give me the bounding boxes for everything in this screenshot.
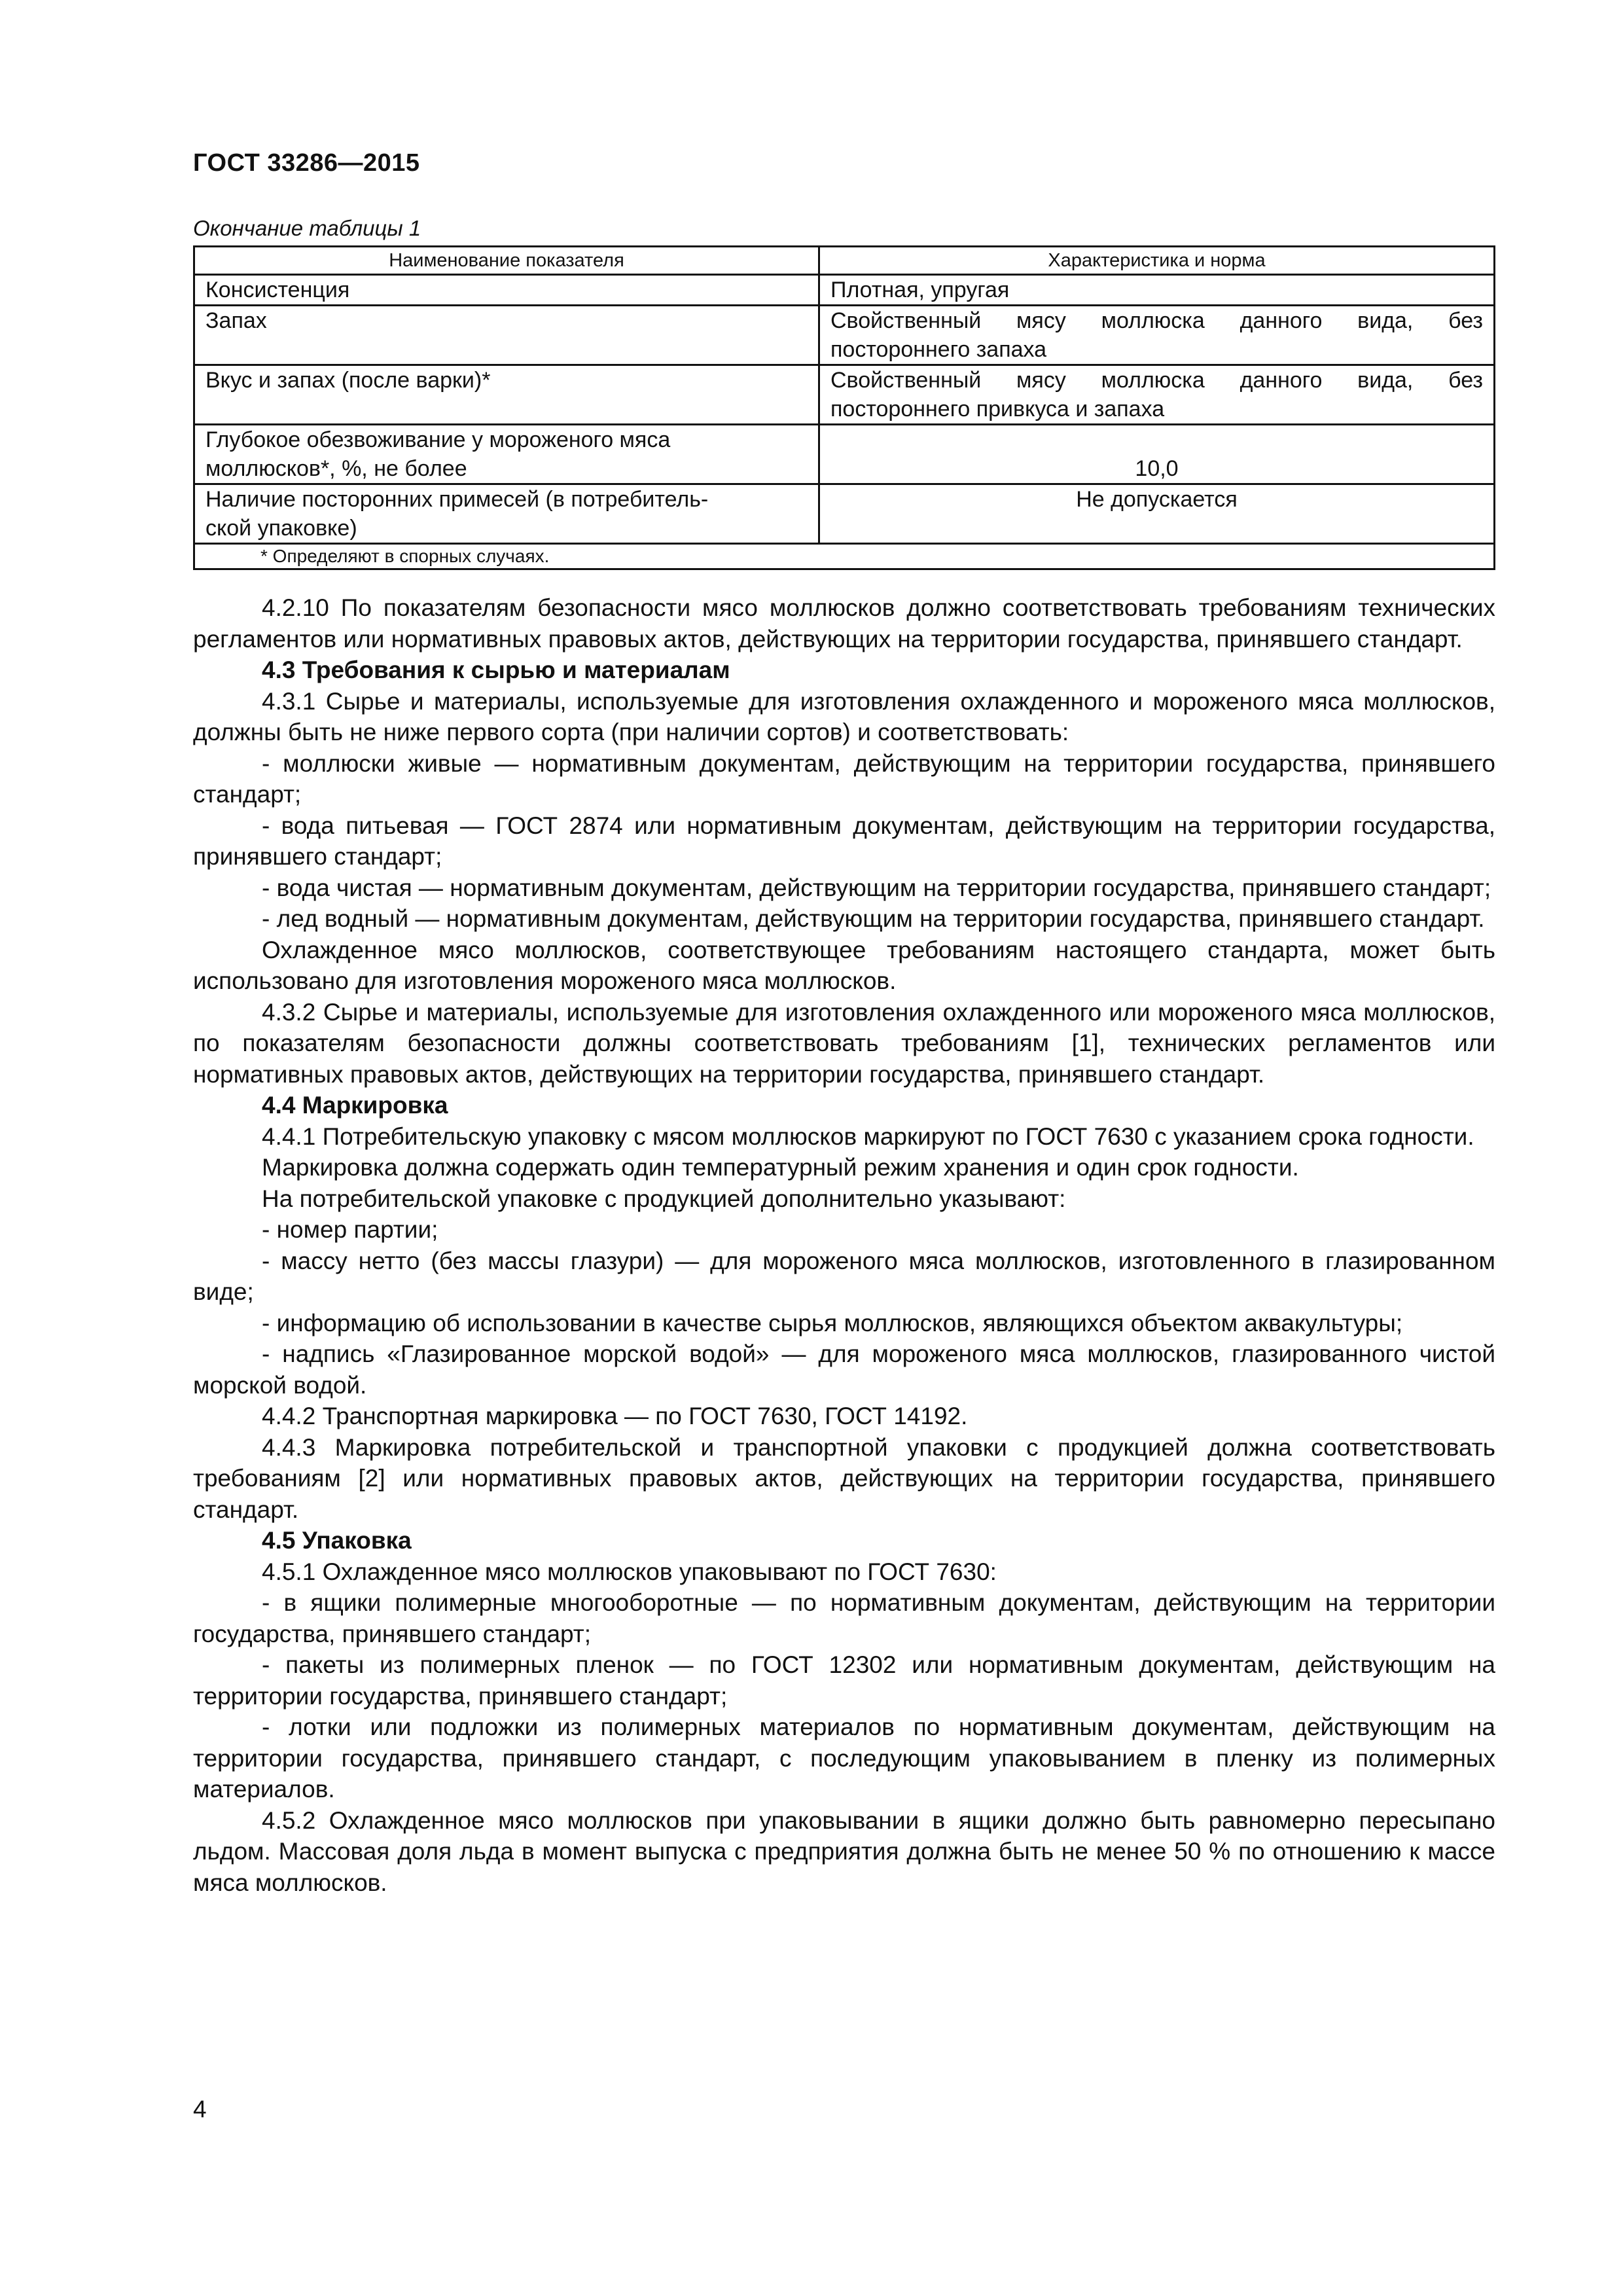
paragraph: На потребительской упаковке с продукцией дополнительно указывают: — [262, 1185, 1066, 1212]
table-row — [194, 425, 1495, 484]
table-row — [194, 365, 1495, 425]
list-item: - лед водный — нормативным документам, действующим на территории государства, принявшего стандарт. — [262, 905, 1485, 932]
column-header: Характеристика и норма — [819, 247, 1495, 275]
cell-line: Свойственный мясу моллюска данного вида, без — [830, 308, 1483, 333]
table-row — [194, 306, 1495, 365]
document-header: ГОСТ 33286—2015 — [193, 149, 420, 177]
table-cell: Плотная, упругая — [819, 275, 1495, 306]
page-number: 4 — [193, 2096, 207, 2123]
cell-line: Наличие посторонних примесей (в потребитель- — [205, 487, 709, 512]
column-header: Наименование показателя — [194, 247, 819, 275]
cell-line: постороннего запаха — [830, 337, 1047, 362]
list-item: - пакеты из полимерных пленок — по ГОСТ 12302 или нормативным документам, действующим на территории государства, принявшего стандарт; — [193, 1651, 1495, 1710]
list-item: - лотки или подложки из полимерных материалов по нормативным документам, действующим на территории государства, принявшего стандарт, с последующим упаковыванием в пленку из полимерных материалов. — [193, 1713, 1495, 1803]
list-item: - вода чистая — нормативным документам, действующим на территории государства, принявшего стандарт; — [262, 874, 1491, 901]
list-item: - в ящики полимерные многооборотные — по нормативным документам, действующим на территории государства, принявшего стандарт; — [193, 1589, 1495, 1647]
table-cell — [194, 484, 819, 544]
table-caption: Окончание таблицы 1 — [193, 216, 421, 240]
table-footnote: * Определяют в спорных случаях. — [194, 544, 1495, 569]
body-text — [193, 592, 1495, 1898]
paragraph: 4.3.2 Сырье и материалы, используемые для изготовления охлажденного или мороженого мяса моллюсков, по показателям безопасности должны соответствовать требованиям [1], технических регламентов или нормативных правовых актов, действующих на территории государства, принявшего стандарт. — [193, 998, 1495, 1088]
specification-table — [193, 245, 1495, 570]
cell-line: постороннего привкуса и запаха — [830, 397, 1165, 422]
paragraph: 4.2.10 По показателям безопасности мясо моллюсков должно соответствовать требованиям технических регламентов или нормативных правовых актов, действующих на территории государства, принявшего стандарт. — [193, 594, 1495, 653]
table-cell — [194, 425, 819, 484]
paragraph: Охлажденное мясо моллюсков, соответствующее требованиям настоящего стандарта, может быть использовано для изготовления мороженого мяса моллюсков. — [193, 936, 1495, 994]
cell-line: Свойственный мясу моллюска данного вида, без — [830, 368, 1483, 393]
cell-line: ской упаковке) — [205, 516, 357, 541]
table-row — [194, 484, 1495, 544]
cell-line: Глубокое обезвоживание у мороженого мяса — [205, 427, 671, 452]
section-heading: 4.3 Требования к сырью и материалам — [262, 656, 730, 683]
table-cell: 10,0 — [819, 425, 1495, 484]
table-cell: Запах — [194, 306, 819, 365]
list-item: - моллюски живые — нормативным документам, действующим на территории государства, принявшего стандарт; — [193, 749, 1495, 808]
paragraph: 4.5.2 Охлажденное мясо моллюсков при упаковывании в ящики должно быть равномерно пересыпано льдом. Массовая доля льда в момент выпуска с предприятия должна быть не менее 50 % по отношению к массе мяса моллюсков. — [193, 1806, 1495, 1896]
list-item: - номер партии; — [262, 1216, 438, 1243]
table-footnote-row — [194, 544, 1495, 569]
paragraph: 4.4.1 Потребительскую упаковку с мясом моллюсков маркируют по ГОСТ 7630 с указанием срока годности. — [262, 1122, 1474, 1150]
section-heading: 4.5 Упаковка — [262, 1527, 412, 1554]
paragraph: 4.4.3 Маркировка потребительской и транспортной упаковки с продукцией должна соответствовать требованиям [2] или нормативных правовых актов, действующих на территории государства, принявшего стандарт. — [193, 1433, 1495, 1523]
paragraph: Маркировка должна содержать один температурный режим хранения и один срок годности. — [262, 1154, 1299, 1181]
table-cell: Консистенция — [194, 275, 819, 306]
section-heading: 4.4 Маркировка — [262, 1092, 448, 1119]
table-header-row — [194, 247, 1495, 275]
table-cell: Не допускается — [819, 484, 1495, 544]
list-item: - массу нетто (без массы глазури) — для мороженого мяса моллюсков, изготовленного в глазированном виде; — [193, 1247, 1495, 1305]
paragraph: 4.3.1 Сырье и материалы, используемые для изготовления охлажденного и мороженого мяса моллюсков, должны быть не ниже первого сорта (при наличии сортов) и соответствовать: — [193, 687, 1495, 745]
table-cell — [819, 365, 1495, 425]
table-cell: Вкус и запах (после варки)* — [194, 365, 819, 425]
paragraph: 4.5.1 Охлажденное мясо моллюсков упаковывают по ГОСТ 7630: — [262, 1558, 997, 1585]
cell-line: моллюсков*, %, не более — [205, 456, 467, 481]
list-item: - информацию об использовании в качестве сырья моллюсков, являющихся объектом аквакультуры; — [262, 1309, 1403, 1336]
table-row — [194, 275, 1495, 306]
list-item: - надпись «Глазированное морской водой» — для мороженого мяса моллюсков, глазированного чистой морской водой. — [193, 1340, 1495, 1399]
paragraph: 4.4.2 Транспортная маркировка — по ГОСТ 7630, ГОСТ 14192. — [262, 1403, 968, 1429]
list-item: - вода питьевая — ГОСТ 2874 или нормативным документам, действующим на территории государства, принявшего стандарт; — [193, 812, 1495, 870]
table-cell — [819, 306, 1495, 365]
